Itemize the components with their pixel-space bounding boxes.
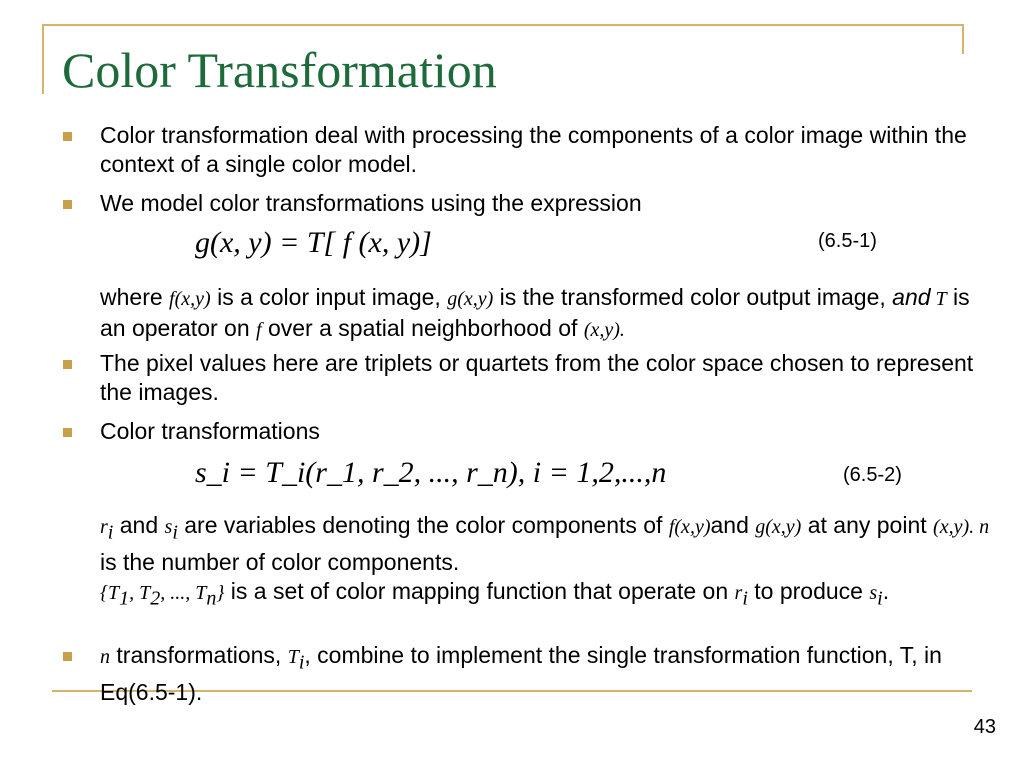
frame-left-line xyxy=(42,24,44,94)
equation-6-5-1: g(x, y) = T[ f (x, y)] xyxy=(195,226,432,259)
bullet-text-3: The pixel values here are triplets or quartets from the color space chosen to represent the images. xyxy=(100,350,974,405)
equation-number-2: (6.5-2) xyxy=(843,464,902,486)
bullet-icon xyxy=(63,428,72,437)
frame-right-line xyxy=(962,24,964,54)
where-paragraph-1: where f(x,y) is a color input image, g(x,y) is the transformed color output image, and T is an operator on f over a spatial neighborhood of (x,y). xyxy=(100,284,970,341)
where-paragraph-2: $r_i$ and $s_i$ are variables denoting the color components of f(x,y)and g(x,y) at any point (x,y). n is the number of color components. {$T_1$, $T_2$, ..., $T_n$} is a set of color mapping function that operate on $r_i$ to produce $s_i$. xyxy=(100,512,990,610)
equation-6-5-2: s_i = T_i(r_1, r_2, ..., r_n), i = 1,2,...,n xyxy=(195,456,667,489)
bullet-text-1: Color transformation deal with processing the components of a color image within the context of a single color model. xyxy=(100,122,967,177)
slide-title: Color Transformation xyxy=(62,42,497,98)
bullet-text-4: Color transformations xyxy=(100,418,320,444)
bullet-text-5: n transformations, $T_i$, combine to implement the single transformation function, T, in Eq(6.5-1). xyxy=(100,642,942,705)
bullet-icon xyxy=(63,360,72,369)
frame-top-line xyxy=(42,24,964,26)
equation-number-1: (6.5-1) xyxy=(818,230,877,252)
bullet-icon xyxy=(63,652,72,661)
bullet-icon xyxy=(63,200,72,209)
bullet-text-2: We model color transformations using the expression xyxy=(100,190,642,216)
bullet-icon xyxy=(63,132,72,141)
page-number: 43 xyxy=(973,716,996,738)
